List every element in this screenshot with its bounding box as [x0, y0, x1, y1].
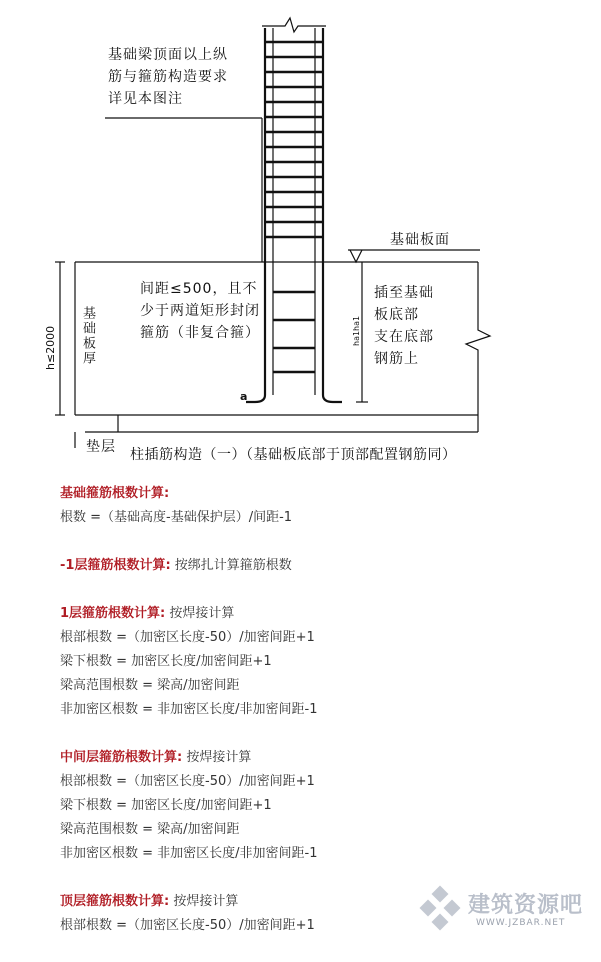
note-top: 基础梁顶面以上纵 筋与箍筋构造要求 详见本图注 — [108, 47, 228, 107]
calc-section-title: 中间层箍筋根数计算: — [60, 750, 183, 765]
diagram-drawing — [0, 0, 601, 470]
stirrup-group — [265, 42, 323, 372]
calc-section-note: 按焊接计算 — [169, 894, 239, 909]
calc-section-title: 顶层箍筋根数计算: — [60, 894, 170, 909]
calc-section-note: 按绑扎计算箍筋根数 — [170, 558, 292, 573]
cover-label: ha1ha1 — [352, 315, 361, 346]
surface-label: 基础板面 — [390, 232, 450, 248]
calc-section-title: -1层箍筋根数计算: — [60, 558, 171, 573]
calc-section-note: 按焊接计算 — [165, 606, 235, 621]
watermark — [416, 882, 591, 937]
formula-line: 根部根数 =（加密区长度-50）/加密间距+1 — [60, 774, 315, 789]
note-right: 插至基础 板底部 支在底部 钢筋上 — [374, 285, 434, 367]
calc-section-heading-line — [60, 746, 580, 770]
calc-section-heading-line — [60, 602, 580, 626]
note-middle: 间距≤500，且不 少于两道矩形封闭 箍筋（非复合箍） — [140, 281, 260, 341]
thickness-label: 基础板厚 — [80, 306, 95, 366]
surface-marker — [350, 250, 362, 262]
cushion-label: 垫层 — [86, 439, 116, 455]
watermark-logo-icon — [416, 884, 466, 934]
formula-line: 梁下根数 = 加密区长度/加密间距+1 — [60, 654, 272, 669]
calc-section — [60, 482, 580, 530]
calc-section — [60, 554, 580, 578]
bar-hook-left — [246, 395, 265, 402]
formula-line: 非加密区根数 = 非加密区长度/非加密间距-1 — [60, 702, 318, 717]
watermark-url: WWW.JZBAR.NET — [476, 918, 566, 928]
formula-line: 梁下根数 = 加密区长度/加密间距+1 — [60, 798, 272, 813]
diagram-caption: 柱插筋构造（一）（基础板底部于顶部配置钢筋同） — [130, 447, 457, 463]
formula-line: 根部根数 =（加密区长度-50）/加密间距+1 — [60, 630, 315, 645]
column-break-mark — [262, 18, 326, 32]
calc-section-heading-line — [60, 554, 580, 578]
calc-section-note: 按焊接计算 — [182, 750, 252, 765]
hook-label: a — [240, 390, 249, 403]
formula-line: 非加密区根数 = 非加密区长度/非加密间距-1 — [60, 846, 318, 861]
height-label: h≤2000 — [44, 325, 57, 370]
calc-section — [60, 746, 580, 866]
formula-line: 梁高范围根数 = 梁高/加密间距 — [60, 678, 240, 693]
calc-section — [60, 602, 580, 722]
calc-section-heading-line — [60, 482, 580, 506]
formula-line: 根数 =（基础高度-基础保护层）/间距-1 — [60, 510, 293, 525]
column-rebar-diagram — [0, 0, 601, 470]
watermark-name: 建筑资源吧 — [468, 893, 584, 918]
slab-break-line — [466, 262, 490, 432]
formula-line: 根部根数 =（加密区长度-50）/加密间距+1 — [60, 918, 315, 933]
calc-section-title: 基础箍筋根数计算: — [60, 486, 170, 501]
calc-section-title: 1层箍筋根数计算: — [60, 606, 166, 621]
formula-line: 梁高范围根数 = 梁高/加密间距 — [60, 822, 240, 837]
bar-hook-right — [323, 395, 342, 402]
